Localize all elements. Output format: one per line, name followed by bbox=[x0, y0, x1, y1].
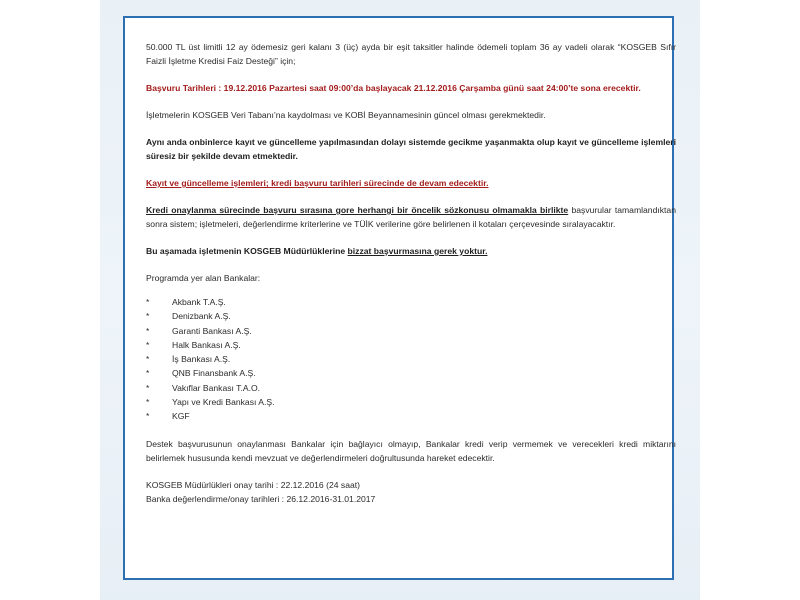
announcement-document bbox=[123, 16, 674, 580]
list-item bbox=[146, 366, 676, 380]
approval-process-bold: Kredi onaylanma sürecinde başvuru sırasına gore herhangi bir öncelik sözkonusu olmamakla birlikte bbox=[146, 205, 569, 215]
bank-name: KGF bbox=[172, 411, 190, 422]
bank-list bbox=[146, 295, 676, 424]
list-item bbox=[146, 324, 676, 338]
bank-disclaimer-paragraph: Destek başvurusunun onaylanması Bankalar için bağlayıcı olmayıp, Bankalar kredi verip vermemek ve verecekleri kredi miktarını belirlemek hususunda kendi mevzuat ve değerlendirmeleri doğrultusunda hareket edecektir. bbox=[146, 438, 676, 463]
bullet-star: * bbox=[146, 382, 150, 393]
no-visit-paragraph bbox=[146, 244, 676, 258]
list-item bbox=[146, 409, 676, 423]
list-item bbox=[146, 295, 676, 309]
approval-process-paragraph bbox=[146, 203, 676, 231]
bullet-star: * bbox=[146, 368, 150, 379]
list-item bbox=[146, 338, 676, 352]
bullet-star: * bbox=[146, 339, 150, 350]
no-visit-underlined: bizzat başvurmasına gerek yoktur. bbox=[347, 246, 488, 256]
bullet-star: * bbox=[146, 325, 150, 336]
system-delay-paragraph: Aynı anda onbinlerce kayıt ve güncelleme yapılmasından dolayı sistemde gecikme yaşanmakta olup kayıt ve güncelleme işlemleri süresiz bir şekilde devam etmektedir. bbox=[146, 137, 676, 161]
bank-name: QNB Finansbank A.Ş. bbox=[172, 368, 256, 379]
application-dates-paragraph: Başvuru Tarihleri : 19.12.2016 Pazartesi saat 09:00’da başlayacak 21.12.2016 Çarşamba günü saat 24:00’te sona erecektir. bbox=[146, 83, 641, 93]
list-item bbox=[146, 352, 676, 366]
no-visit-text: Bu aşamada işletmenin KOSGEB Müdürlüklerine bbox=[146, 246, 348, 256]
approval-process-rest: başvurular tamamlandıktan sonra sistem; işletmeleri, değerlendirme kriterlerine ve TÜİK verilerine göre belirlenen il kotaları çerçevesinde sıralayacaktır. bbox=[146, 205, 676, 229]
bullet-star: * bbox=[146, 297, 150, 307]
bank-name: Akbank T.A.Ş. bbox=[172, 297, 226, 307]
bullet-star: * bbox=[146, 411, 150, 422]
bank-name: Halk Bankası A.Ş. bbox=[172, 339, 241, 350]
banks-heading: Programda yer alan Bankalar: bbox=[146, 273, 261, 283]
bullet-star: * bbox=[146, 397, 150, 408]
kosgeb-approval-date: KOSGEB Müdürlükleri onay tarihi : 22.12.2016 (24 saat) bbox=[146, 479, 361, 490]
bank-name: İş Bankası A.Ş. bbox=[172, 354, 231, 365]
bullet-star: * bbox=[146, 354, 150, 365]
registration-continues-paragraph: Kayıt ve güncelleme işlemleri; kredi başvuru tarihleri sürecinde de devam edecektir. bbox=[146, 178, 489, 188]
announcement-content bbox=[146, 40, 676, 506]
bank-name: Vakıflar Bankası T.A.O. bbox=[172, 382, 261, 393]
intro-paragraph: 50.000 TL üst limitli 12 ay ödemesiz geri kalanı 3 (üç) ayda bir eşit taksitler halinde ödemeli toplam 36 ay vadeli olarak “KOSGEB Sıfır Faizli İşletme Kredisi Faiz Desteği” için; bbox=[146, 42, 676, 66]
list-item bbox=[146, 381, 676, 395]
bank-name: Garanti Bankası A.Ş. bbox=[172, 325, 252, 336]
bullet-star: * bbox=[146, 311, 150, 322]
bank-name: Denizbank A.Ş. bbox=[172, 311, 231, 322]
bank-name: Yapı ve Kredi Bankası A.Ş. bbox=[172, 397, 275, 408]
list-item bbox=[146, 395, 676, 409]
registration-requirement-paragraph: İşletmelerin KOSGEB Veri Tabanı’na kaydolması ve KOBİ Beyannamesinin güncel olması gerekmektedir. bbox=[146, 110, 546, 120]
list-item bbox=[146, 309, 676, 323]
bank-approval-dates: Banka değerlendirme/onay tarihleri : 26.12.2016-31.01.2017 bbox=[146, 493, 376, 504]
